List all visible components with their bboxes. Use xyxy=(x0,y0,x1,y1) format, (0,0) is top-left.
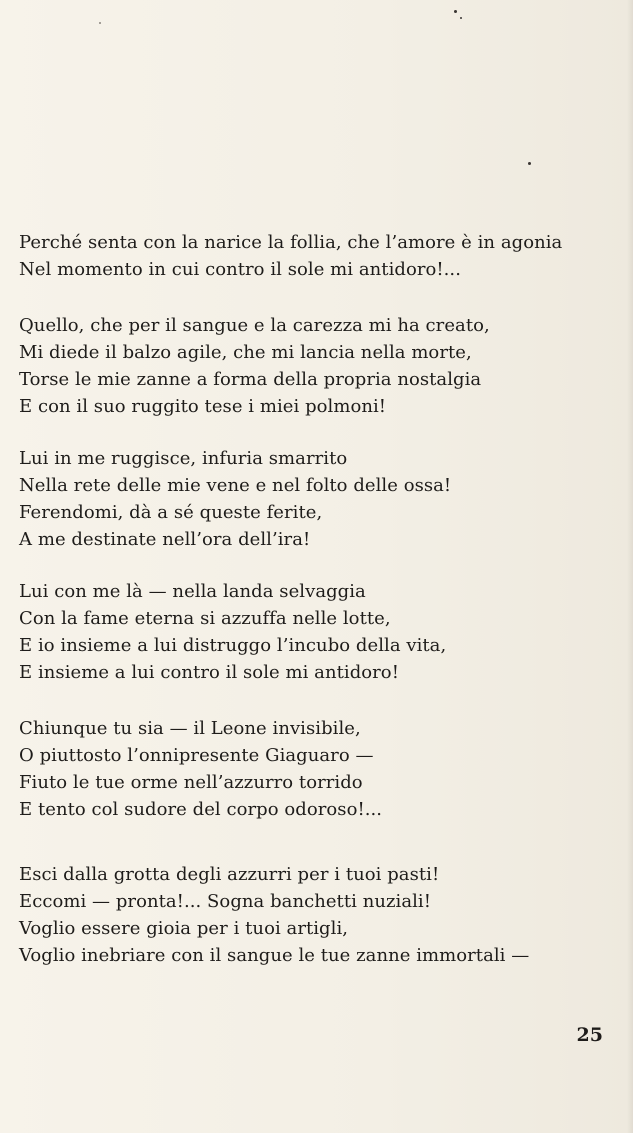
poem-line: Con la fame eterna si azzuffa nelle lotte, xyxy=(19,608,391,629)
poem-line: Lui in me ruggisce, infuria smarrito xyxy=(19,448,348,469)
poem-line: A me destinate nell’ora dell’ira! xyxy=(19,529,311,550)
poem-stanza-6 xyxy=(19,861,619,969)
ink-speck xyxy=(454,10,457,13)
poem-line: E tento col sudore del corpo odoroso!... xyxy=(19,799,383,820)
poem-line: Perché senta con la narice la follia, che l’amore è in agonia xyxy=(19,232,563,253)
poem-stanza-2 xyxy=(19,312,619,420)
poem-line: Voglio inebriare con il sangue le tue zanne immortali — xyxy=(19,945,530,966)
poem-stanza-5 xyxy=(19,715,619,823)
page-number: 25 xyxy=(576,1024,603,1046)
poem-line: Nel momento in cui contro il sole mi antidoro!... xyxy=(19,259,461,280)
poem-line: E con il suo ruggito tese i miei polmoni! xyxy=(19,396,387,417)
ink-speck xyxy=(460,17,462,19)
poem-line: Ferendomi, dà a sé queste ferite, xyxy=(19,502,323,523)
poem-stanza-4 xyxy=(19,578,619,686)
poem-line: Esci dalla grotta degli azzurri per i tuoi pasti! xyxy=(19,864,440,885)
page-edge-shadow xyxy=(627,0,633,1133)
ink-speck xyxy=(99,22,101,24)
poem-line: O piuttosto l’onnipresente Giaguaro — xyxy=(19,745,374,766)
poem-line: Nella rete delle mie vene e nel folto delle ossa! xyxy=(19,475,452,496)
poem-line: Fiuto le tue orme nell’azzurro torrido xyxy=(19,772,363,793)
poem-stanza-3 xyxy=(19,445,619,553)
poem-line: Eccomi — pronta!... Sogna banchetti nuziali! xyxy=(19,891,432,912)
poem-line: Chiunque tu sia — il Leone invisibile, xyxy=(19,718,361,739)
ink-speck xyxy=(528,162,531,165)
poem-line: E insieme a lui contro il sole mi antidoro! xyxy=(19,662,399,683)
poem-line: Lui con me là — nella landa selvaggia xyxy=(19,581,366,602)
poem-line: Voglio essere gioia per i tuoi artigli, xyxy=(19,918,349,939)
poem-stanza-1 xyxy=(19,229,619,283)
poem-line: Quello, che per il sangue e la carezza mi ha creato, xyxy=(19,315,490,336)
poem-line: Torse le mie zanne a forma della propria nostalgia xyxy=(19,369,482,390)
poem-line: Mi diede il balzo agile, che mi lancia nella morte, xyxy=(19,342,472,363)
poem-line: E io insieme a lui distruggo l’incubo della vita, xyxy=(19,635,447,656)
